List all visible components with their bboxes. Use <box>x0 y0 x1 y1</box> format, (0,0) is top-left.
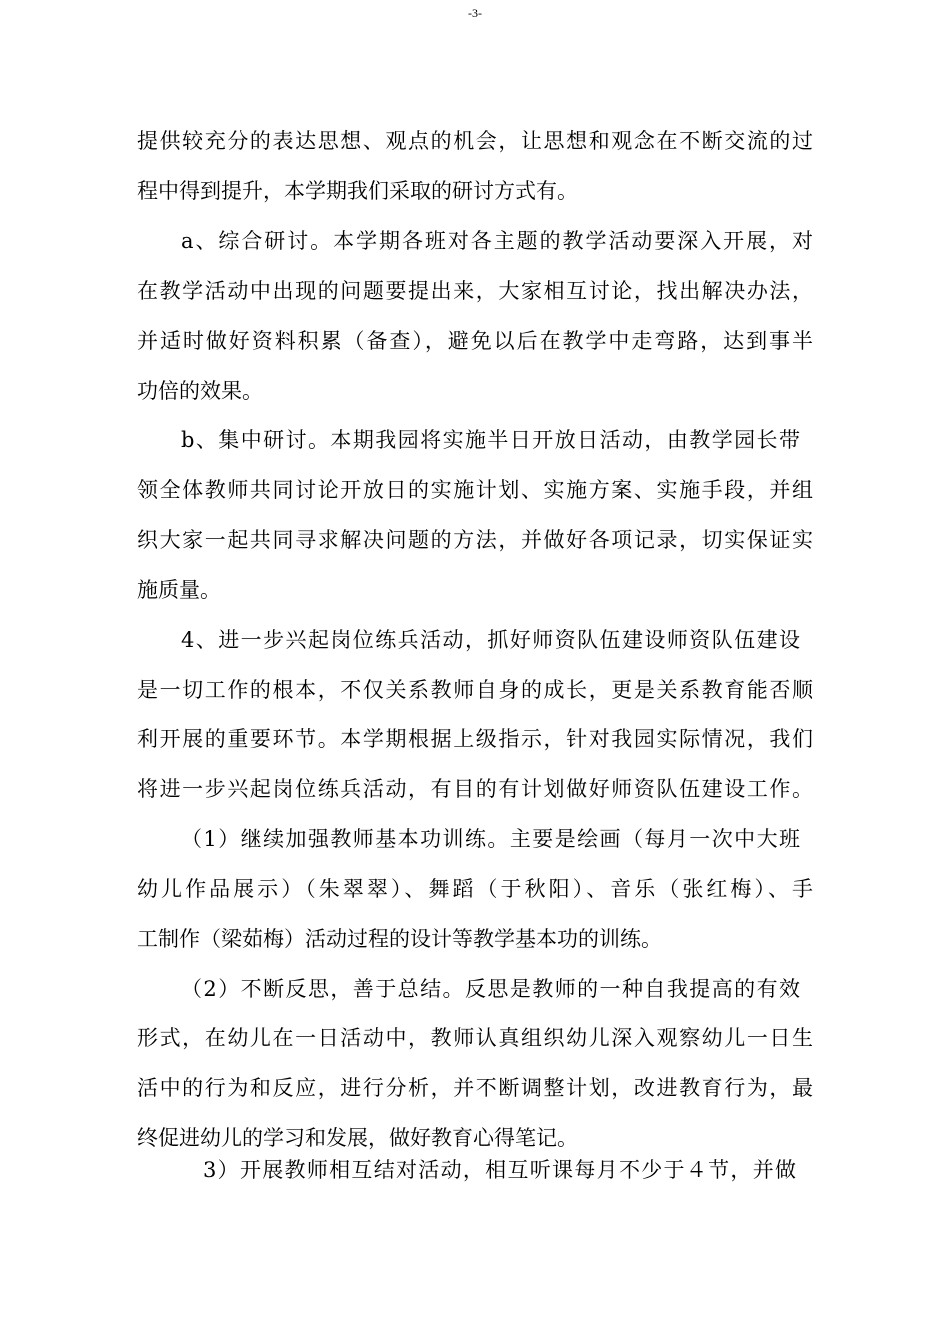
text-line: 3）开展教师相互结对活动，相互听课每月不少于４节，并做 <box>203 1158 796 1182</box>
text-line: a、综合研讨。本学期各班对各主题的教学活动要深入开展，对 <box>181 229 813 253</box>
text-line: 幼儿作品展示）（朱翠翠）、舞蹈（于秋阳）、音乐（张红梅）、手 <box>137 877 813 901</box>
text-line: 形式，在幼儿在一日活动中，教师认真组织幼儿深入观察幼儿一日生 <box>137 1026 813 1050</box>
text-line: 在教学活动中出现的问题要提出来，大家相互讨论，找出解决办法， <box>137 279 813 303</box>
text-line: 终促进幼儿的学习和发展，做好教育心得笔记。 <box>137 1126 578 1150</box>
text-line: 利开展的重要环节。本学期根据上级指示，针对我园实际情况，我们 <box>137 727 813 751</box>
text-line: 程中得到提升，本学期我们采取的研讨方式有。 <box>137 179 578 203</box>
text-line: 并适时做好资料积累（备查），避免以后在教学中走弯路，达到事半 <box>137 329 813 353</box>
text-line: （1）继续加强教师基本功训练。主要是绘画（每月一次中大班 <box>181 827 800 851</box>
text-line: 功倍的效果。 <box>137 379 263 403</box>
page-number: -3- <box>468 6 482 20</box>
text-line: b、集中研讨。本期我园将实施半日开放日活动，由教学园长带 <box>181 428 800 452</box>
text-line: 织大家一起共同寻求解决问题的方法，并做好各项记录，切实保证实 <box>137 528 813 552</box>
text-line: 4、进一步兴起岗位练兵活动，抓好师资队伍建设师资队伍建设 <box>181 628 800 652</box>
text-line: 工制作（梁茹梅）活动过程的设计等教学基本功的训练。 <box>137 927 662 951</box>
text-line: 是一切工作的根本，不仅关系教师自身的成长，更是关系教育能否顺 <box>137 678 813 702</box>
text-line: 活中的行为和反应，进行分析，并不断调整计划，改进教育行为，最 <box>137 1076 813 1100</box>
text-line: （2）不断反思，善于总结。反思是教师的一种自我提高的有效 <box>181 977 800 1001</box>
text-line: 施质量。 <box>137 578 221 602</box>
text-line: 领全体教师共同讨论开放日的实施计划、实施方案、实施手段，并组 <box>137 478 813 502</box>
text-line: 将进一步兴起岗位练兵活动，有目的有计划做好师资队伍建设工作。 <box>137 777 813 801</box>
text-line: 提供较充分的表达思想、观点的机会，让思想和观念在不断交流的过 <box>137 129 813 153</box>
